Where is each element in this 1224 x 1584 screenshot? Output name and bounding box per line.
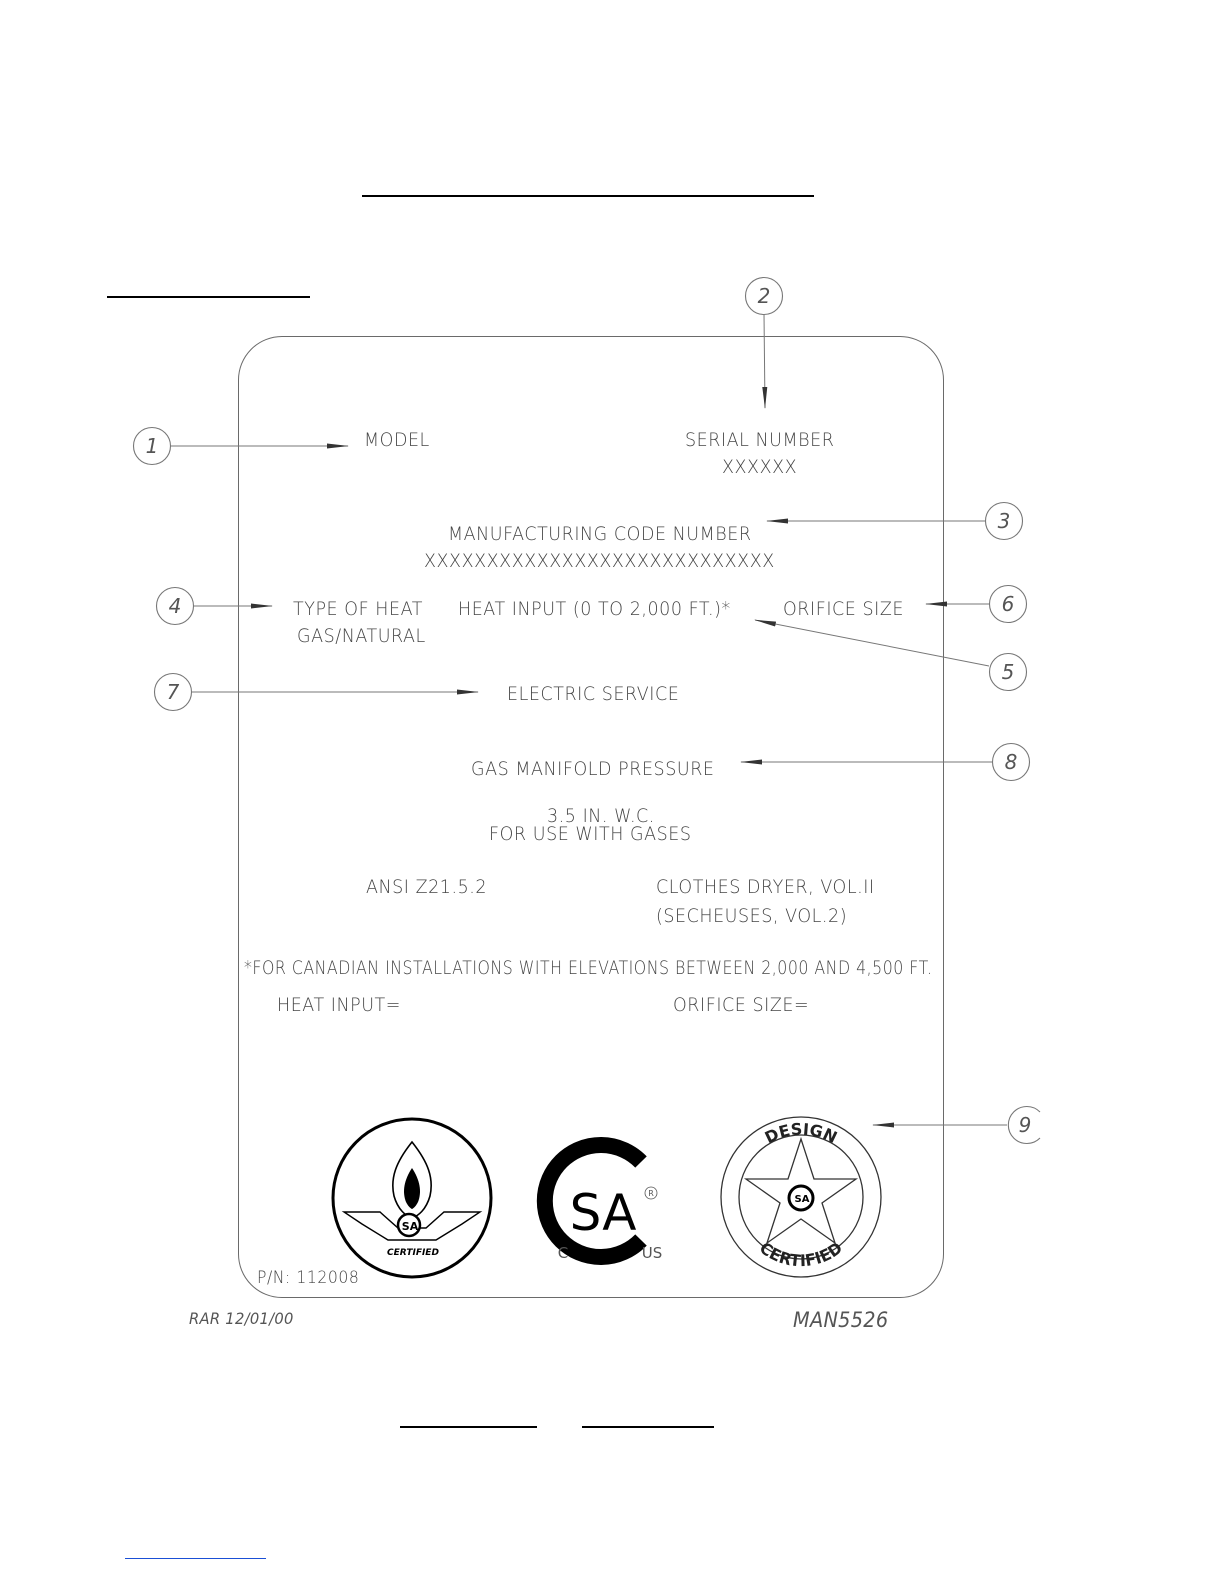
leader-5: [755, 620, 989, 666]
ansi-standard: ANSI Z21.5.2: [366, 876, 488, 898]
gases-label: FOR USE WITH GASES: [489, 823, 692, 845]
model-label: MODEL: [364, 429, 430, 451]
mfg-code-label: MANUFACTURING CODE NUMBER: [448, 523, 752, 545]
callout-7: 7: [166, 680, 180, 704]
callout-4: 4: [168, 594, 182, 618]
secheuses-label: (SECHEUSES, VOL.2): [656, 905, 848, 927]
callout-3: 3: [997, 509, 1011, 533]
orifice-size-field: ORIFICE SIZE=: [673, 994, 810, 1016]
csa-flame-logo: [333, 1119, 491, 1277]
heat-type-label: TYPE OF HEAT: [293, 598, 423, 620]
heat-type-value: GAS/NATURAL: [297, 625, 426, 647]
heat-input-field: HEAT INPUT=: [277, 994, 401, 1016]
csa-cus-logo: [545, 1145, 662, 1262]
callout-6: 6: [1001, 592, 1015, 616]
serial-number-value: XXXXXX: [722, 456, 798, 478]
drafter-date: RAR 12/01/00: [189, 1309, 294, 1328]
mfg-code-value: XXXXXXXXXXXXXXXXXXXXXXXXXXXX: [424, 550, 775, 572]
svg-text:C: C: [557, 1244, 569, 1262]
svg-text:R: R: [648, 1189, 654, 1198]
clothes-dryer-label: CLOTHES DRYER, VOL.II: [656, 876, 875, 898]
callout-2: 2: [757, 284, 771, 308]
svg-text:CERTIFIED: CERTIFIED: [756, 1238, 846, 1271]
part-number: P/N: 112008: [257, 1268, 360, 1288]
heat-input-label: HEAT INPUT (0 TO 2,000 FT.)*: [458, 598, 731, 620]
electric-service-label: ELECTRIC SERVICE: [507, 683, 680, 705]
design-certified-logo: [721, 1117, 881, 1277]
svg-text:US: US: [641, 1244, 663, 1262]
callout-9: 9: [1018, 1113, 1032, 1137]
canadian-note: *FOR CANADIAN INSTALLATIONS WITH ELEVATIONS BETWEEN 2,000 AND 4,500 FT.: [244, 957, 933, 979]
orifice-size-label: ORIFICE SIZE: [783, 598, 904, 620]
svg-text:DESIGN: DESIGN: [761, 1119, 841, 1148]
leader-2: [764, 314, 765, 408]
svg-text:CERTIFIED: CERTIFIED: [387, 1248, 439, 1258]
callout-8: 8: [1004, 750, 1018, 774]
pressure-value: 3.5 IN. W.C.: [547, 805, 655, 827]
svg-text:SA: SA: [794, 1194, 810, 1205]
svg-text:SA: SA: [401, 1220, 419, 1233]
callout-1: 1: [145, 434, 159, 458]
svg-text:SA: SA: [569, 1184, 637, 1242]
callout-5: 5: [1001, 660, 1015, 684]
gas-manifold-label: GAS MANIFOLD PRESSURE: [471, 758, 715, 780]
drawing-number: MAN5526: [793, 1308, 889, 1332]
serial-number-label: SERIAL NUMBER: [685, 429, 835, 451]
